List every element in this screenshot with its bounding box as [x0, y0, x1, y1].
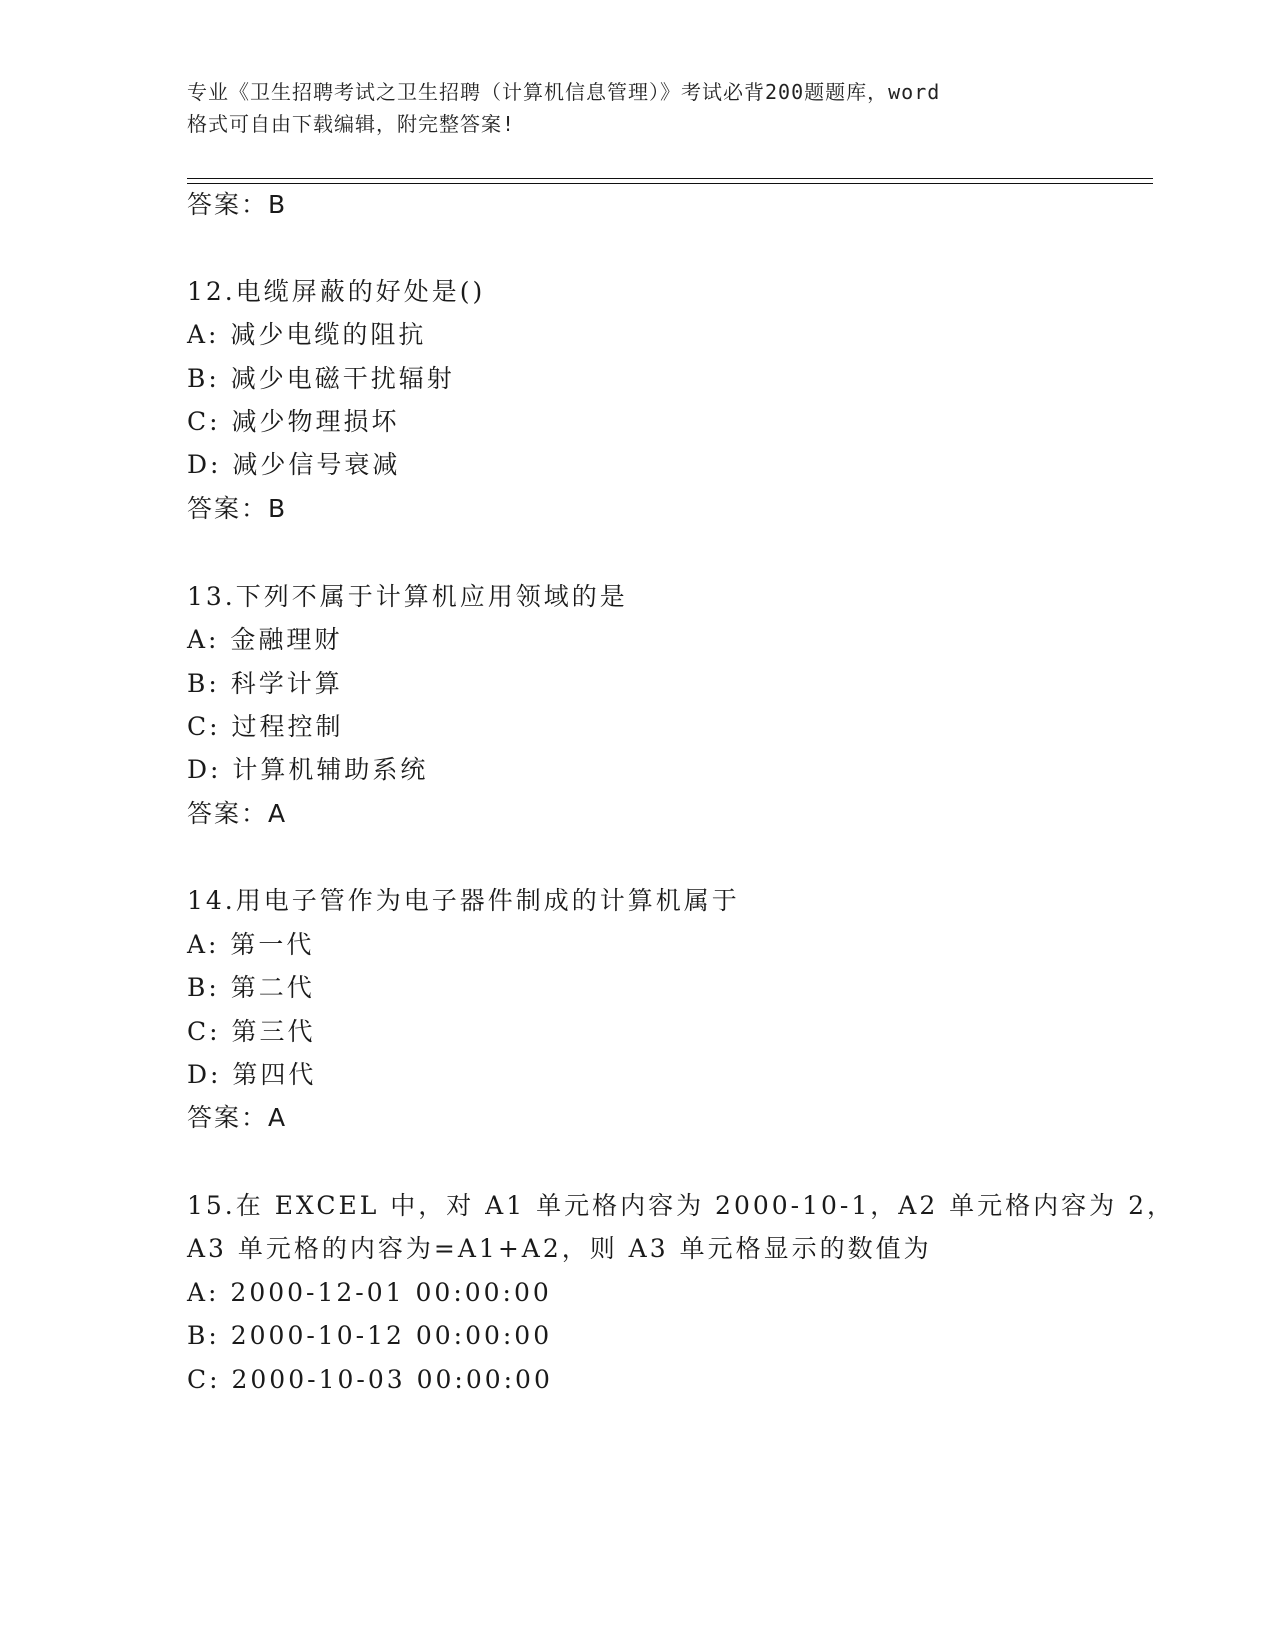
question-12-option-a: A: 减少电缆的阻抗 [187, 320, 427, 349]
question-13-answer: 答案：A [187, 799, 288, 828]
question-14-option-b: B: 第二代 [187, 973, 315, 1002]
question-14-answer: 答案：A [187, 1103, 288, 1132]
header-line-1: 专业《卫生招聘考试之卫生招聘（计算机信息管理）》考试必背200题题库，word [187, 80, 941, 104]
question-15-option-a: A: 2000-12-01 00:00:00 [187, 1278, 552, 1307]
question-13-option-b: B: 科学计算 [187, 669, 343, 698]
question-14-option-c: C: 第三代 [187, 1017, 316, 1046]
document-header [187, 76, 1087, 140]
question-15-stem-line-1: 15.在 EXCEL 中，对 A1 单元格内容为 2000-10-1，A2 单元格内容为 2， [187, 1191, 1176, 1220]
previous-answer: 答案：B [187, 190, 288, 219]
question-15-option-b: B: 2000-10-12 00:00:00 [187, 1321, 553, 1350]
header-line-2: 格式可自由下载编辑，附完整答案! [187, 112, 516, 136]
question-13-option-c: C: 过程控制 [187, 712, 344, 741]
question-12-option-c: C: 减少物理损坏 [187, 407, 400, 436]
question-12-answer: 答案：B [187, 494, 288, 523]
question-14-option-d: D: 第四代 [187, 1060, 317, 1089]
question-13-option-a: A: 金融理财 [187, 625, 343, 654]
question-13-option-d: D: 计算机辅助系统 [187, 755, 429, 784]
question-13-stem: 13.下列不属于计算机应用领域的是 [187, 582, 628, 611]
question-12-stem: 12.电缆屏蔽的好处是() [187, 277, 486, 306]
question-12-option-b: B: 减少电磁干扰辐射 [187, 364, 455, 393]
header-rule-top [187, 178, 1153, 179]
header-rule-bottom [187, 183, 1153, 184]
question-15-stem-line-2: A3 单元格的内容为=A1+A2，则 A3 单元格显示的数值为 [187, 1234, 932, 1263]
question-12-option-d: D: 减少信号衰减 [187, 450, 401, 479]
question-15-option-c: C: 2000-10-03 00:00:00 [187, 1365, 553, 1394]
question-14-stem: 14.用电子管作为电子器件制成的计算机属于 [187, 886, 740, 915]
question-14-option-a: A: 第一代 [187, 930, 315, 959]
